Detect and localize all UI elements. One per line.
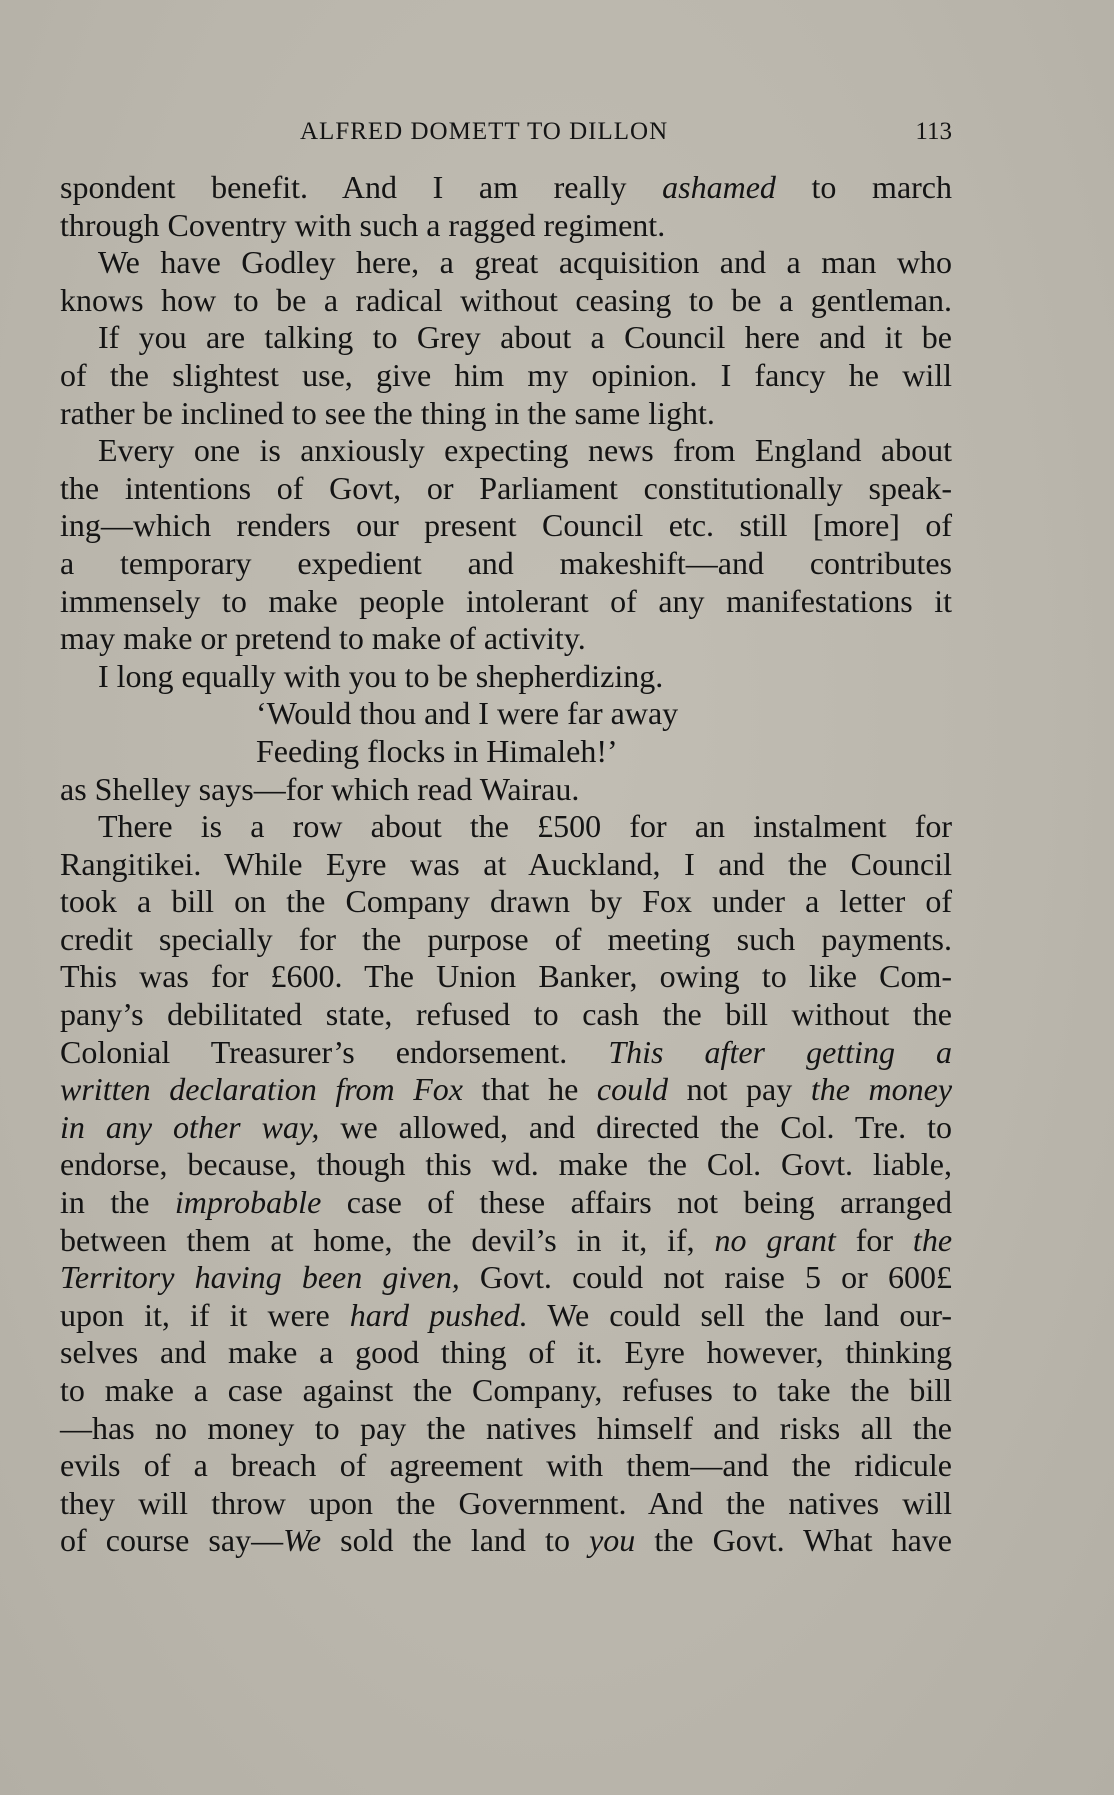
text-line: Colonial Treasurer’s endorsement. This after getting a — [60, 1033, 953, 1070]
text-line: of the slightest use, give him my opinion. I fancy he will — [60, 356, 952, 393]
text-line: There is a row about the £500 for an instalment for — [98, 808, 952, 845]
text-line: We have Godley here, a great acquisition and a man who — [98, 244, 952, 281]
text-line: a temporary expedient and makeshift—and contributes — [60, 544, 952, 581]
text-line: —has no money to pay the natives himself and risks all the — [60, 1409, 952, 1446]
text-line: written declaration from Fox that he could not pay the money — [60, 1071, 953, 1108]
text-line: through Coventry with such a ragged regiment. — [60, 206, 666, 243]
text-line: they will throw upon the Government. And the natives will — [60, 1484, 952, 1521]
page-header — [60, 118, 952, 154]
text-line: selves and make a good thing of it. Eyre however, thinking — [60, 1334, 952, 1371]
text-line: rather be inclined to see the thing in the same light. — [60, 394, 715, 431]
text-line: pany’s debilitated state, refused to cash the bill without the — [60, 996, 952, 1033]
text-line: upon it, if it were hard pushed. We could sell the land our- — [60, 1296, 953, 1333]
text-line: took a bill on the Company drawn by Fox under a letter of — [60, 883, 952, 920]
body-text — [60, 169, 952, 1560]
text-line: may make or pretend to make of activity. — [60, 620, 586, 657]
running-head: ALFRED DOMETT TO DILLON — [300, 118, 669, 145]
text-line: If you are talking to Grey about a Council here and it be — [98, 319, 952, 356]
text-line: in the improbable case of these affairs not being arranged — [60, 1184, 953, 1221]
text-line: evils of a breach of agreement with them—and the ridicule — [60, 1447, 952, 1484]
text-line: credit specially for the purpose of meeting such payments. — [60, 920, 952, 957]
text-line: immensely to make people intolerant of any manifestations it — [60, 582, 952, 619]
text-line: the intentions of Govt, or Parliament constitutionally speak- — [60, 469, 952, 506]
text-line: spondent benefit. And I am really ashamed to march — [60, 169, 952, 205]
text-line: I long equally with you to be shepherdizing. — [98, 657, 664, 694]
verse-line: Feeding flocks in Himaleh!’ — [256, 732, 618, 769]
page-number: 113 — [915, 118, 952, 145]
text-line: of course say—We sold the land to you the Govt. What have — [60, 1522, 953, 1559]
text-line: to make a case against the Company, refuses to take the bill — [60, 1372, 952, 1408]
text-line: Rangitikei. While Eyre was at Auckland, I and the Council — [60, 845, 952, 882]
verse-line: ‘Would thou and I were far away — [256, 695, 679, 732]
text-line: This was for £600. The Union Banker, owing to like Com- — [60, 958, 952, 995]
text-line: Territory having been given, Govt. could not raise 5 or 600£ — [60, 1259, 953, 1296]
text-line: as Shelley says—for which read Wairau. — [60, 770, 580, 807]
text-line: in any other way, we allowed, and directed the Col. Tre. to — [60, 1108, 953, 1145]
text-line: knows how to be a radical without ceasing to be a gentleman. — [60, 281, 952, 318]
text-line: between them at home, the devil’s in it, if, no grant for the — [60, 1221, 953, 1258]
text-line: ing—which renders our present Council etc. still [more] of — [60, 507, 952, 544]
text-line: endorse, because, though this wd. make the Col. Govt. liable, — [60, 1146, 952, 1183]
text-line: Every one is anxiously expecting news from England about — [98, 432, 952, 469]
